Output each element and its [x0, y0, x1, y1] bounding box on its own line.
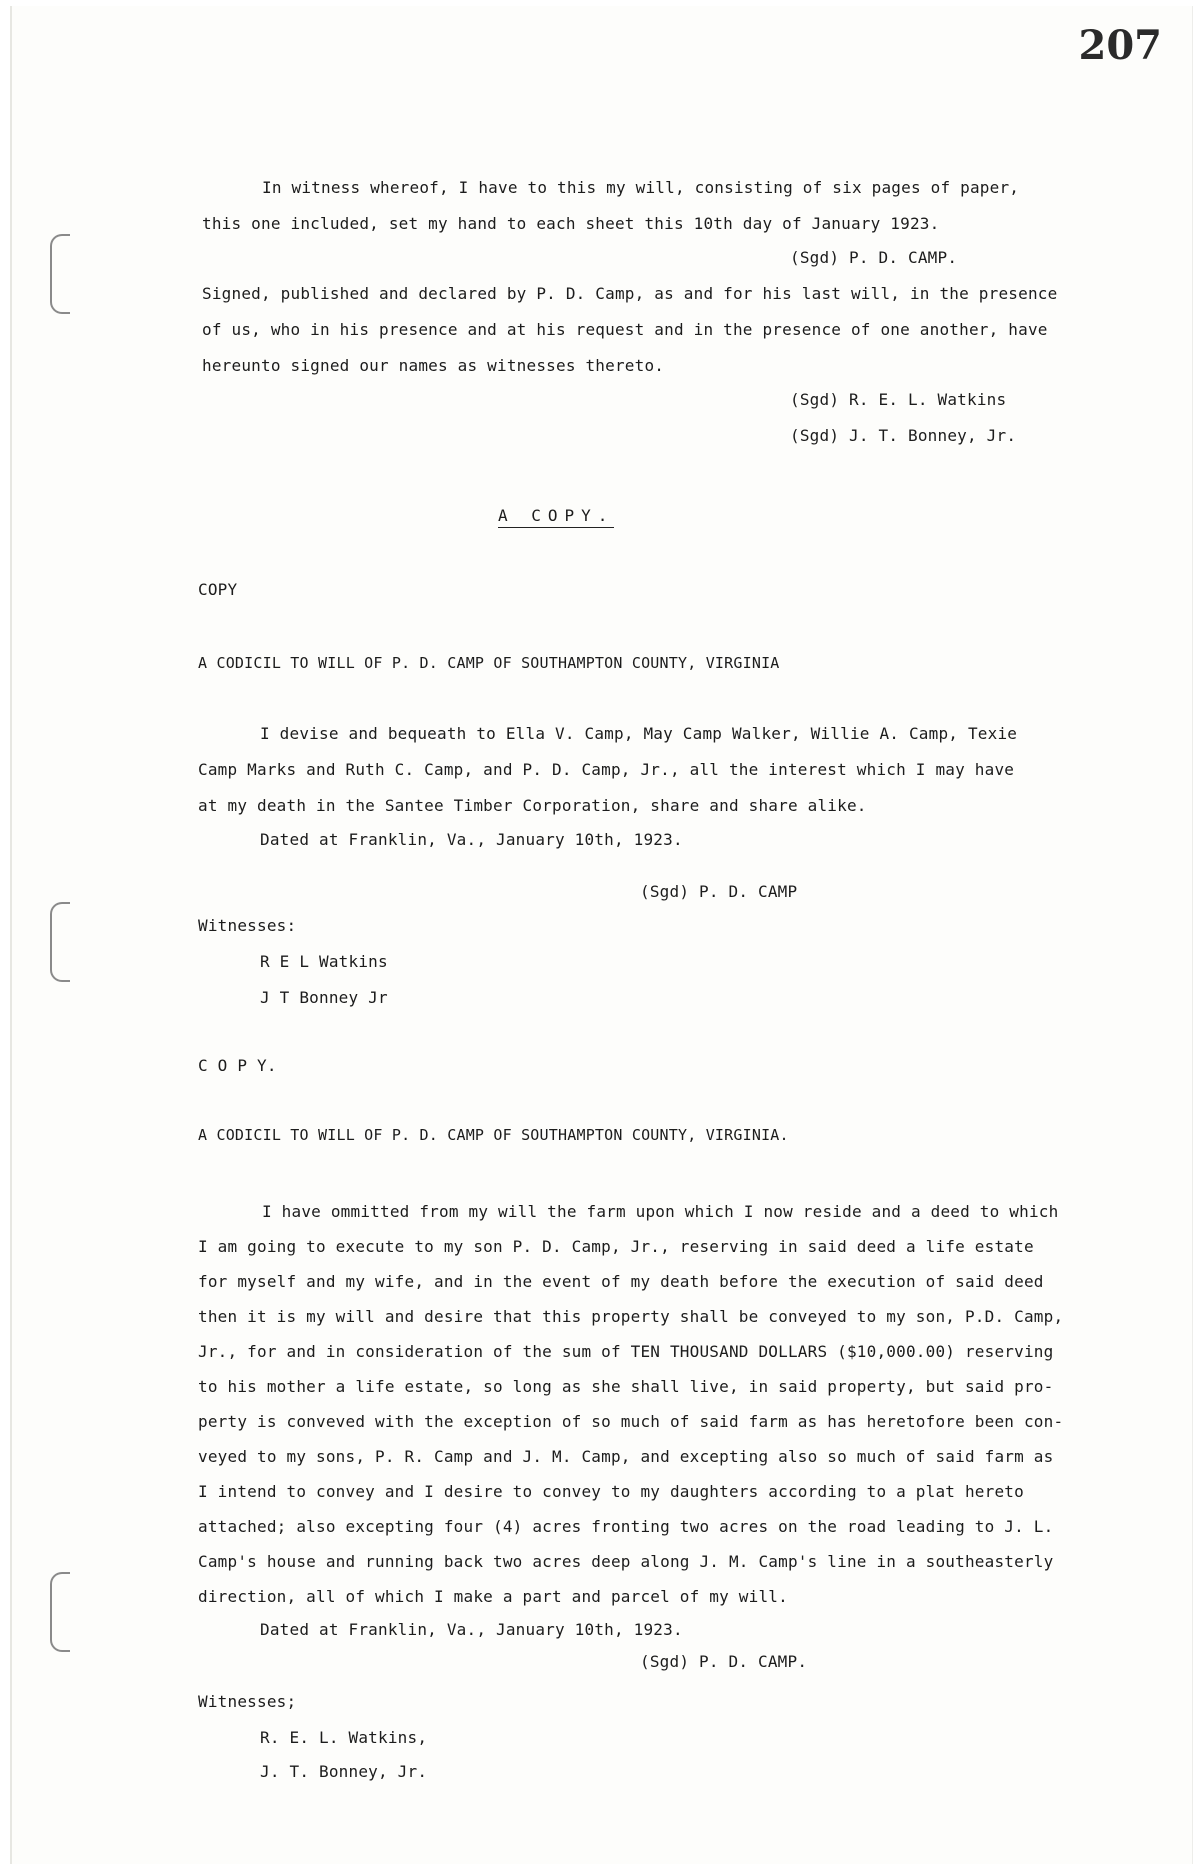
witness-name: R. E. L. Watkins, [260, 1728, 428, 1747]
binder-hole-mark [50, 1572, 70, 1652]
codicil-body-line: at my death in the Santee Timber Corporation, share and share alike. [198, 796, 867, 815]
a-copy-heading: A COPY. [498, 506, 614, 528]
codicil-body-line: I have ommitted from my will the farm upon which I now reside and a deed to which [262, 1202, 1059, 1221]
codicil-body-line: for myself and my wife, and in the event of my death before the execution of said deed [198, 1272, 1044, 1291]
codicil-body-line: perty is conveved with the exception of so much of said farm as has heretofore been con- [198, 1412, 1064, 1431]
witness-signature: (Sgd) R. E. L. Watkins [790, 390, 1007, 409]
document-page [10, 6, 1193, 1864]
binder-hole-mark [50, 902, 70, 982]
codicil-body-line: attached; also excepting four (4) acres fronting two acres on the road leading to J. L. [198, 1517, 1054, 1536]
attestation-line: hereunto signed our names as witnesses thereto. [202, 356, 665, 375]
codicil-body-line: Jr., for and in consideration of the sum of TEN THOUSAND DOLLARS ($10,000.00) reserving [198, 1342, 1054, 1361]
codicil-body-line: to his mother a life estate, so long as she shall live, in said property, but said pro- [198, 1377, 1054, 1396]
codicil-body-line: Camp Marks and Ruth C. Camp, and P. D. Camp, Jr., all the interest which I may have [198, 760, 1015, 779]
codicil-dated: Dated at Franklin, Va., January 10th, 1923. [260, 1620, 683, 1639]
attestation-line: Signed, published and declared by P. D. Camp, as and for his last will, in the presence [202, 284, 1058, 303]
will-closing-line: In witness whereof, I have to this my will, consisting of six pages of paper, [262, 178, 1020, 197]
testator-signature: (Sgd) P. D. CAMP. [790, 248, 958, 267]
witness-name: R E L Watkins [260, 952, 388, 971]
codicil-body-line: I devise and bequeath to Ella V. Camp, May Camp Walker, Willie A. Camp, Texie [260, 724, 1018, 743]
codicil-body-line: then it is my will and desire that this property shall be conveyed to my son, P.D. Camp, [198, 1307, 1064, 1326]
codicil-title: A CODICIL TO WILL OF P. D. CAMP OF SOUTHAMPTON COUNTY, VIRGINIA. [198, 1126, 789, 1144]
binder-hole-mark [50, 234, 70, 314]
will-closing-line: this one included, set my hand to each sheet this 10th day of January 1923. [202, 214, 940, 233]
attestation-line: of us, who in his presence and at his request and in the presence of one another, have [202, 320, 1048, 339]
codicil-body-line: I intend to convey and I desire to convey to my daughters according to a plat hereto [198, 1482, 1024, 1501]
codicil-dated: Dated at Franklin, Va., January 10th, 1923. [260, 830, 683, 849]
witness-name: J T Bonney Jr [260, 988, 388, 1007]
codicil-body-line: I am going to execute to my son P. D. Camp, Jr., reserving in said deed a life estate [198, 1237, 1034, 1256]
codicil-title: A CODICIL TO WILL OF P. D. CAMP OF SOUTHAMPTON COUNTY, VIRGINIA [198, 654, 780, 672]
page-number: 207 [1078, 22, 1162, 69]
witness-signature: (Sgd) J. T. Bonney, Jr. [790, 426, 1017, 445]
codicil-body-line: Camp's house and running back two acres deep along J. M. Camp's line in a southeasterly [198, 1552, 1054, 1571]
copy-label: COPY [198, 580, 238, 599]
witnesses-label: Witnesses: [198, 916, 297, 935]
codicil-body-line: veyed to my sons, P. R. Camp and J. M. Camp, and excepting also so much of said farm as [198, 1447, 1054, 1466]
copy-label: C O P Y. [198, 1056, 277, 1075]
codicil-signature: (Sgd) P. D. CAMP [640, 882, 798, 901]
codicil-body-line: direction, all of which I make a part and parcel of my will. [198, 1587, 788, 1606]
codicil-signature: (Sgd) P. D. CAMP. [640, 1652, 808, 1671]
witness-name: J. T. Bonney, Jr. [260, 1762, 428, 1781]
witnesses-label: Witnesses; [198, 1692, 297, 1711]
